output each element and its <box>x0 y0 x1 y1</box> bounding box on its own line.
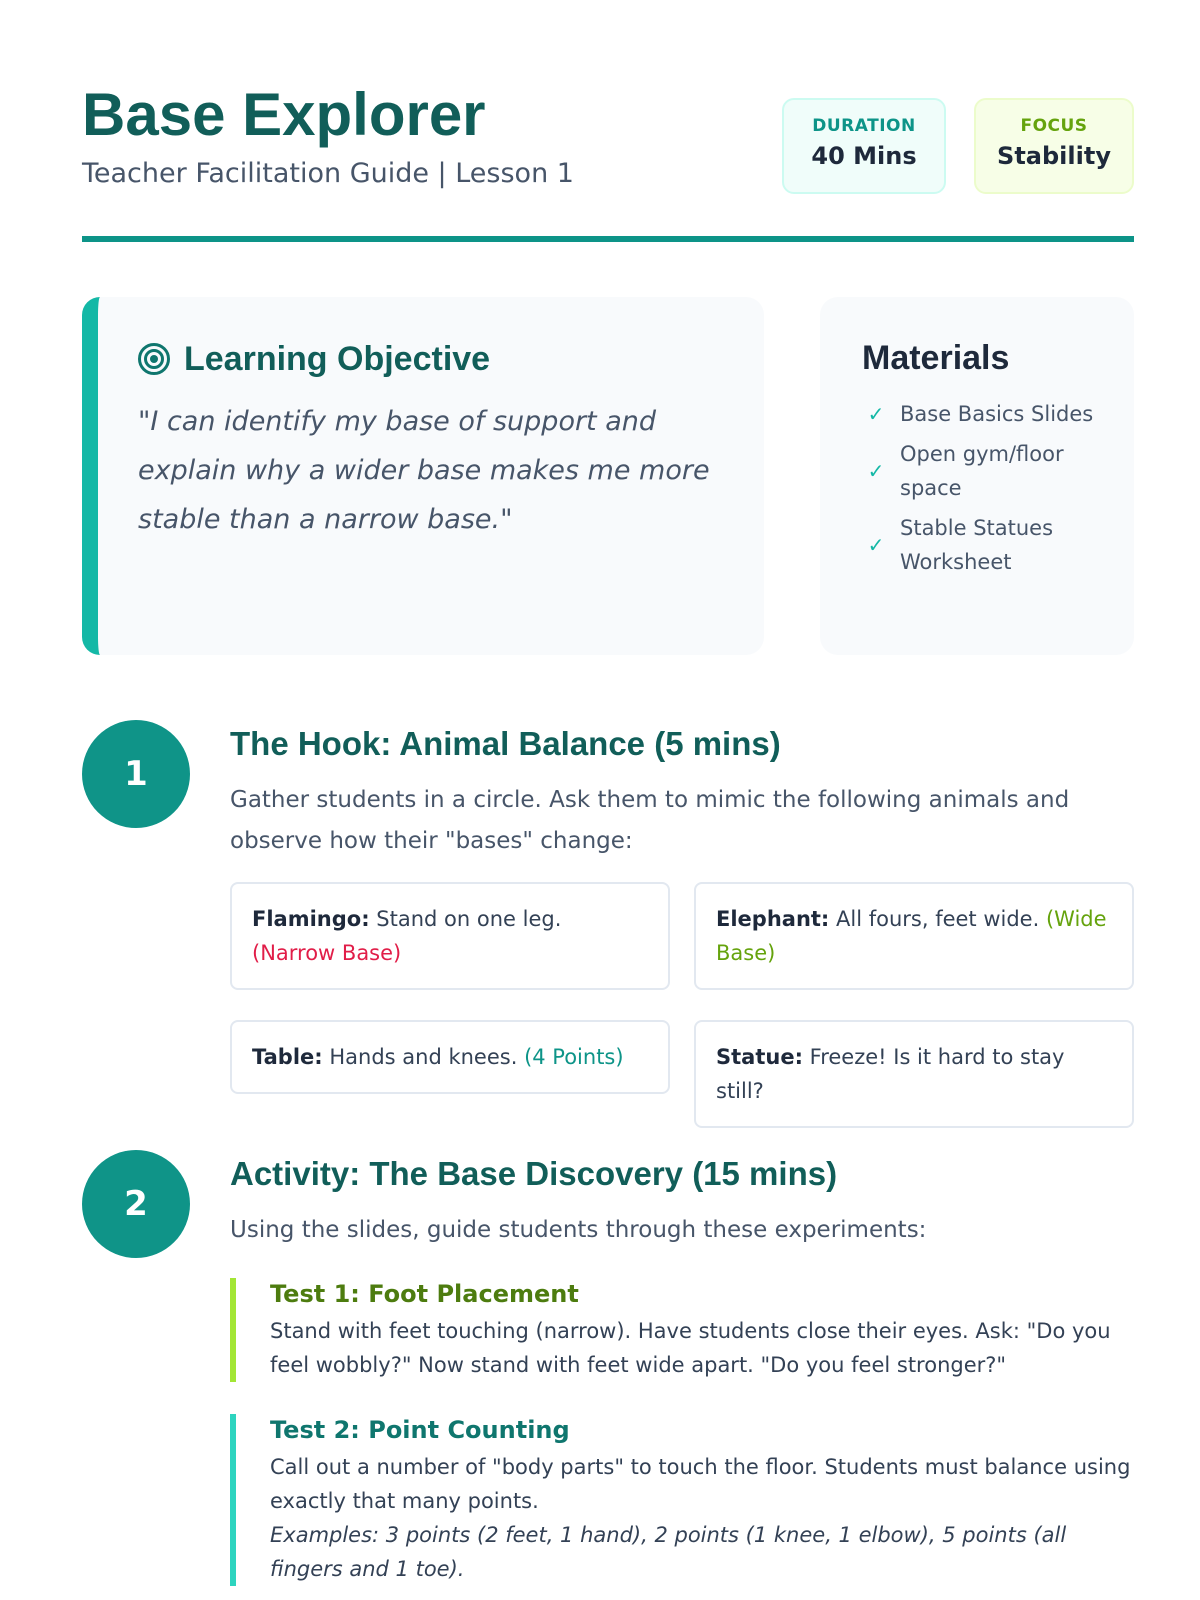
materials-title: Materials <box>862 339 1010 377</box>
focus-value: Stability <box>997 142 1111 170</box>
section-2-title: Activity: The Base Discovery (15 mins) <box>230 1155 838 1192</box>
materials-item <box>862 437 1112 505</box>
materials-item-label: Stable Statues Worksheet <box>900 516 1054 574</box>
step-number-2: 2 <box>82 1150 190 1258</box>
test-description: Stand with feet touching (narrow). Have students close their eyes. Ask: "Do you feel wobbly?" Now stand with feet wide apart. "Do you feel stronger?" <box>270 1319 1111 1377</box>
test-examples: Examples: 3 points (2 feet, 1 hand), 2 points (1 knee, 1 elbow), 5 points (all fingers and 1 toe). <box>270 1523 1067 1581</box>
base-tag: (Narrow Base) <box>252 941 402 965</box>
page-header <box>82 80 1134 244</box>
animal-card-table <box>230 1020 670 1094</box>
animal-instruction: Freeze! Is it hard to stay still? <box>716 1045 1065 1103</box>
animal-card-flamingo <box>230 882 670 990</box>
check-icon: ✓ <box>867 459 885 483</box>
duration-value: 40 Mins <box>811 142 917 170</box>
test-title: Test 1: Foot Placement <box>270 1280 579 1308</box>
focus-label: FOCUS <box>1020 116 1088 136</box>
animal-name: Table: <box>252 1045 323 1069</box>
test-block-point-counting <box>230 1414 1134 1586</box>
materials-item <box>862 511 1112 579</box>
step-number-1: 1 <box>82 720 190 828</box>
page-title: Base Explorer <box>82 81 486 148</box>
animal-name: Elephant: <box>716 907 830 931</box>
check-icon: ✓ <box>867 533 885 557</box>
duration-label: DURATION <box>812 116 916 136</box>
materials-item-label: Base Basics Slides <box>900 402 1094 426</box>
target-icon <box>138 343 170 375</box>
section-2-intro: Using the slides, guide students through these experiments: <box>230 1217 927 1243</box>
animal-card-statue <box>694 1020 1134 1128</box>
animal-instruction: Stand on one leg. <box>369 907 562 931</box>
animal-instruction: Hands and knees. <box>322 1045 525 1069</box>
header-divider <box>82 236 1134 242</box>
section-1-intro: Gather students in a circle. Ask them to mimic the following animals and observe how their "bases" change: <box>230 787 1070 854</box>
duration-badge <box>782 98 946 194</box>
test-title: Test 2: Point Counting <box>270 1416 570 1444</box>
materials-card <box>820 297 1134 655</box>
objective-quote: "I can identify my base of support and explain why a wider base makes me more stable than a narrow base." <box>138 406 710 535</box>
animal-name: Statue: <box>716 1045 803 1069</box>
focus-badge <box>974 98 1134 194</box>
materials-item <box>862 397 1112 431</box>
animal-card-elephant <box>694 882 1134 990</box>
objective-title: Learning Objective <box>184 339 491 378</box>
learning-objective-card <box>82 297 764 655</box>
section-1-title: The Hook: Animal Balance (5 mins) <box>230 725 781 762</box>
animal-name: Flamingo: <box>252 907 370 931</box>
materials-list <box>862 397 1112 585</box>
page-subtitle: Teacher Facilitation Guide | Lesson 1 <box>82 158 574 189</box>
test-block-foot-placement <box>230 1278 1134 1382</box>
materials-item-label: Open gym/floor space <box>900 442 1064 500</box>
objective-heading <box>138 339 490 379</box>
base-tag: (4 Points) <box>524 1045 624 1069</box>
test-description: Call out a number of "body parts" to touch the floor. Students must balance using exactly that many points. <box>270 1455 1131 1513</box>
animal-instruction: All fours, feet wide. <box>829 907 1046 931</box>
check-icon: ✓ <box>867 402 885 426</box>
base-tag: (Wide Base) <box>716 907 1107 965</box>
